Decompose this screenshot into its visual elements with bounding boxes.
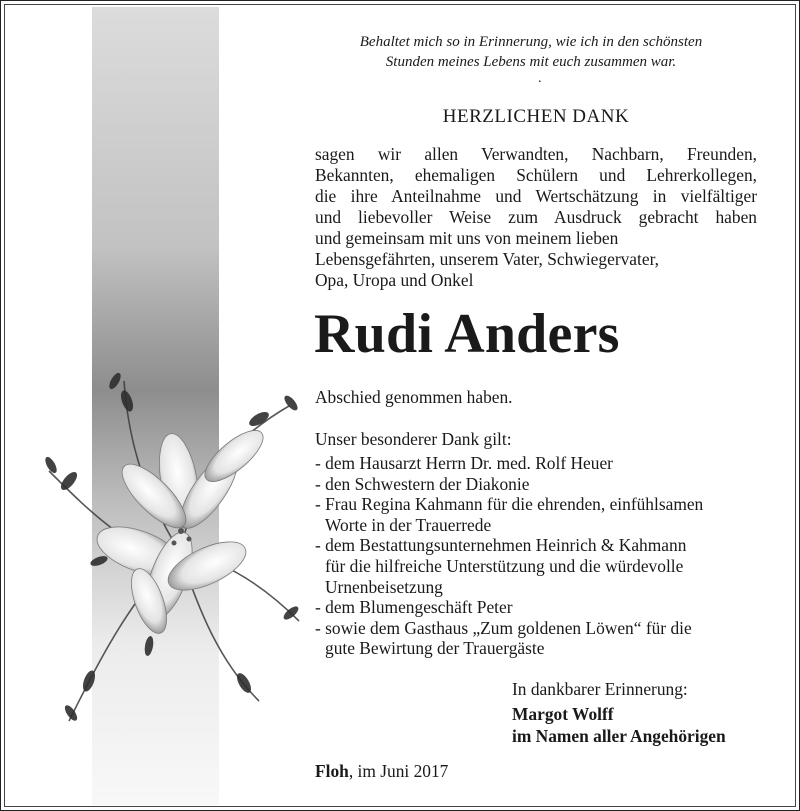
intro-line: sagen wir allen Verwandten, Nachbarn, Freunden, — [315, 144, 757, 164]
list-item-continuation: für die hilfreiche Unterstützung und die würdevolle — [325, 555, 684, 576]
list-item-continuation: Worte in der Trauerrede — [325, 514, 492, 535]
list-item-continuation: gute Bewirtung der Trauergäste — [325, 638, 545, 659]
memorial-quote — [301, 32, 761, 72]
deceased-name: Rudi Anders — [314, 303, 620, 365]
quote-dot: . — [538, 71, 542, 86]
thanks-list — [315, 453, 765, 659]
intro-line: Bekannten, ehemaligen Schülern und Lehrerkollegen, — [315, 165, 757, 185]
intro-paragraph — [315, 144, 757, 291]
quote-line-2: Stunden meines Lebens mit euch zusammen war. — [385, 54, 677, 70]
list-item: - dem Blumengeschäft Peter — [315, 597, 513, 618]
quote-line-1: Behaltet mich so in Erinnerung, wie ich in den schönsten — [359, 34, 703, 50]
closing-text: In dankbarer Erinnerung: — [512, 679, 688, 699]
lily-bouquet-icon — [29, 361, 319, 741]
intro-line: Opa, Uropa und Onkel — [315, 270, 474, 290]
signature-name: Margot Wolff — [512, 704, 614, 724]
farewell-text: Abschied genommen haben. — [315, 387, 513, 407]
list-item: - sowie dem Gasthaus „Zum goldenen Löwen“ für die — [315, 617, 692, 638]
intro-line: die ihre Anteilnahme und Wertschätzung in vielfältiger — [315, 186, 757, 206]
list-item: - Frau Regina Kahmann für die ehrenden, einfühlsamen — [315, 494, 704, 515]
list-item-continuation: Urnenbeisetzung — [325, 576, 443, 597]
intro-line: und gemeinsam mit uns von meinem lieben — [315, 228, 619, 248]
intro-line: Lebensgefährten, unserem Vater, Schwiegervater, — [315, 249, 660, 269]
place-date-text: , im Juni 2017 — [348, 761, 449, 781]
list-item: - den Schwestern der Diakonie — [315, 473, 530, 494]
signature-subtitle: im Namen aller Angehörigen — [512, 726, 726, 746]
place-date — [315, 761, 448, 782]
thanks-heading: HERZLICHEN DANK — [442, 106, 630, 127]
list-item: - dem Bestattungsunternehmen Heinrich & Kahmann — [315, 535, 687, 556]
list-item: - dem Hausarzt Herrn Dr. med. Rolf Heuer — [315, 453, 613, 473]
special-thanks-title: Unser besonderer Dank gilt: — [315, 429, 512, 449]
place-town: Floh — [315, 761, 349, 781]
intro-line: und liebevoller Weise zum Ausdruck gebracht haben — [315, 207, 757, 227]
